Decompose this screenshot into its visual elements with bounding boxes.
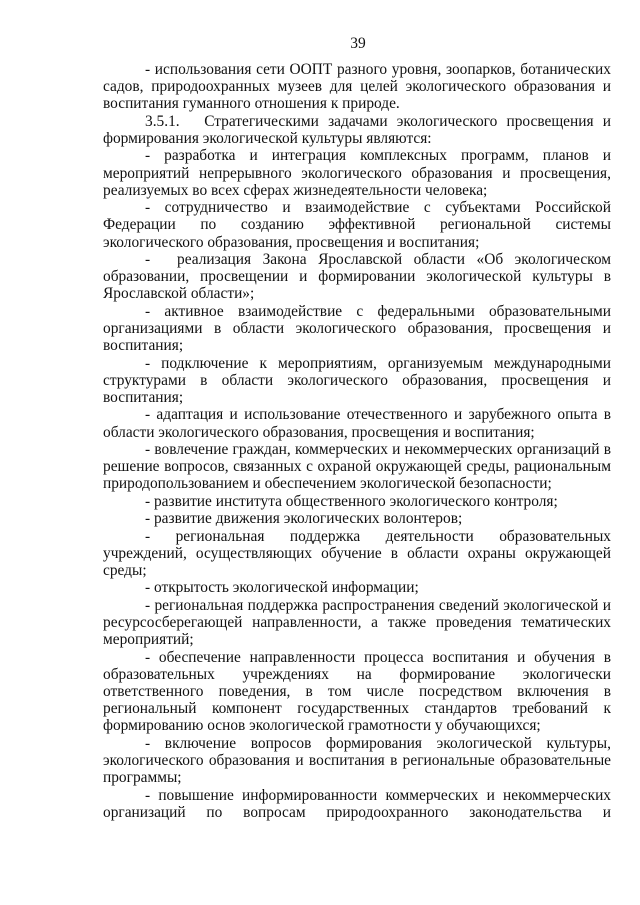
list-item-volunteers: - развитие движения экологических волонтеров; — [145, 510, 463, 528]
list-item-international-events: - подключение к мероприятиям, организуемым международными структурами в области экологического образования, просвещения и воспитания; — [103, 354, 611, 406]
paragraph-oopt-usage: - использования сети ООПТ разного уровня, зоопарков, ботанических садов, природоохранных музеев для целей экологического образования и воспитания гуманного отношения к природе. — [103, 61, 611, 113]
document-body — [103, 61, 611, 821]
list-item-information-openness: - открытость экологической информации; — [145, 579, 419, 597]
list-item-information-dissemination: - региональная поддержка распространения сведений экологической и ресурсосберегающей направленности, а также проведения тематических мероприятий; — [103, 596, 611, 649]
list-item-citizen-involvement: - вовлечение граждан, коммерческих и некоммерческих организаций в решение вопросов, связанных с охраной окружающей среды, рациональным природопользованием и обеспечением экологической безопасности; — [103, 440, 611, 493]
list-item-institution-support: - региональная поддержка деятельности образовательных учреждений, осуществляющих обучение в области охраны окружающей среды; — [103, 527, 611, 579]
list-item-law-implementation: - реализация Закона Ярославской области «Об экологическом образовании, просвещении и формировании экологической культуры в Ярославской области»; — [103, 250, 611, 303]
list-item-experience-adaptation: - адаптация и использование отечественного и зарубежного опыта в области экологического образования, просвещения и воспитания; — [103, 406, 611, 441]
list-item-public-control: - развитие института общественного экологического контроля; — [145, 492, 558, 510]
paragraph-section-3-5-1: 3.5.1. Стратегическими задачами экологического просвещения и формирования экологической культуры являются: — [103, 112, 611, 147]
list-item-education-direction: - обеспечение направленности процесса воспитания и обучения в образовательных учреждениях на формирование экологически ответственного поведения, в том числе посредством включения в региональный компонент государственных стандартов требований к формированию основ экологической грамотности у обучающихся; — [103, 648, 611, 735]
list-item-organization-awareness: - повышение информированности коммерческих и некоммерческих организаций по вопросам природоохранного законодательства и — [103, 786, 611, 821]
list-item-regional-programs: - включение вопросов формирования экологической культуры, экологического образования и воспитания в региональные образовательные программы; — [103, 734, 611, 787]
page-number: 39 — [350, 35, 366, 52]
list-item-federal-cooperation: - сотрудничество и взаимодействие с субъектами Российской Федерации по созданию эффективной региональной системы экологического образования, просвещения и воспитания; — [103, 199, 611, 251]
list-item-federal-organizations: - активное взаимодействие с федеральными образовательными организациями в области экологического образования, просвещения и воспитания; — [103, 302, 611, 355]
list-item-program-development: - разработка и интеграция комплексных программ, планов и мероприятий непрерывного экологического образования и просвещения, реализуемых во всех сферах жизнедеятельности человека; — [103, 147, 611, 199]
